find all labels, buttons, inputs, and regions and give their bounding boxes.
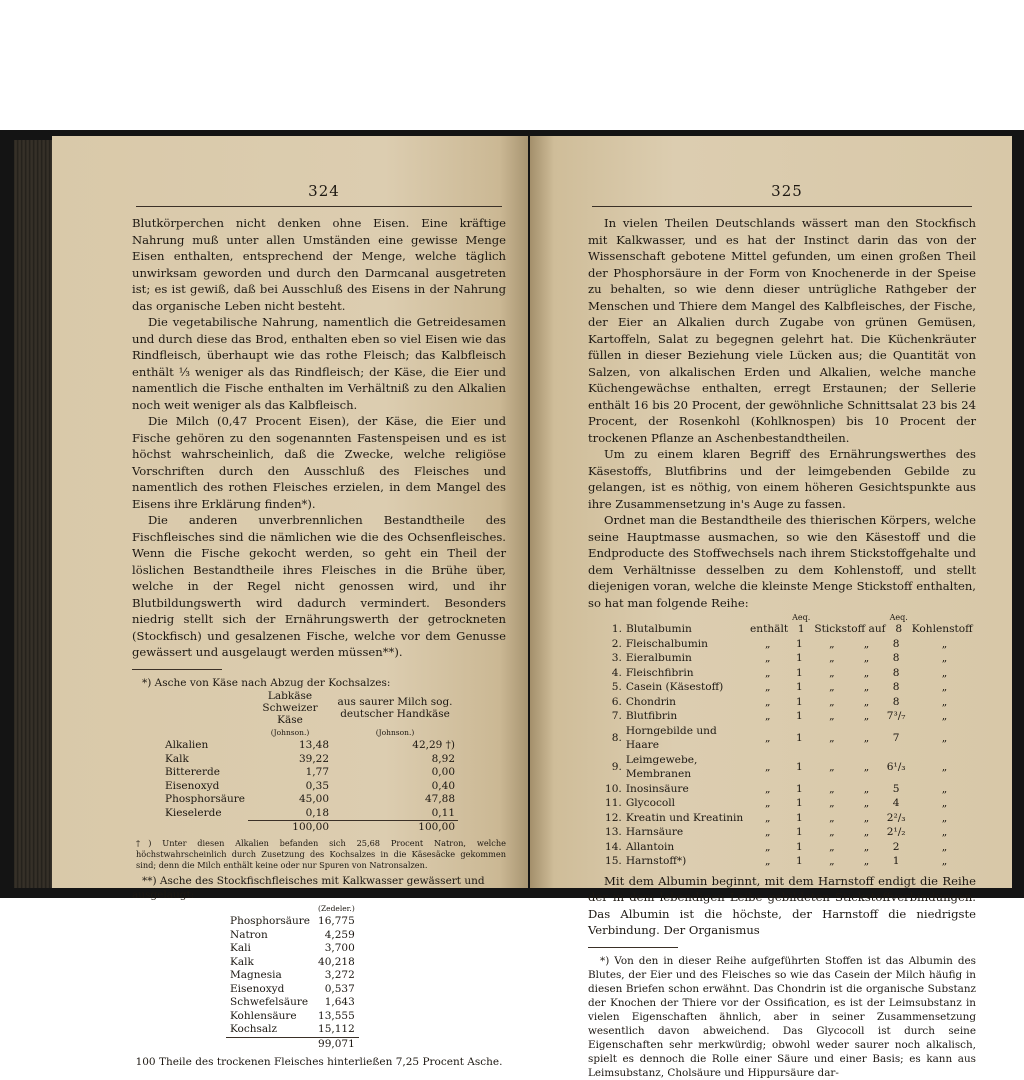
table-cell: „ xyxy=(765,797,771,809)
compound-name: Casein (Käsestoff) xyxy=(625,681,724,693)
table-row xyxy=(594,680,976,695)
table-cell: „ xyxy=(829,731,835,744)
table-cell: „ xyxy=(863,840,870,853)
left-body xyxy=(132,215,506,661)
paragraph: Um zu einem klaren Begriff des Ernährungswerthes des Käsestoffs, Blutfibrins und der leimgebenden Gebilde zu gelangen, ist es nöthig, von einem höheren Gesichtspunkte aus ihre Zusammensetzung in's Auge zu fassen. xyxy=(588,447,976,511)
compound-name: Chondrin xyxy=(625,695,676,708)
table-cell: „ xyxy=(941,681,948,693)
table-cell: 3. xyxy=(611,652,622,664)
table-cell: 1 xyxy=(795,760,803,773)
footnote-heading: *) Asche von Käse nach Abzug der Kochsalzes: xyxy=(142,676,391,689)
table-cell: 8 xyxy=(892,681,900,693)
table-cell: „ xyxy=(765,731,771,744)
table-cell: „ xyxy=(765,855,771,867)
table-cell: „ xyxy=(863,782,870,795)
table-cell: „ xyxy=(829,840,835,853)
source-label: (Zedeler.) xyxy=(318,903,355,913)
table-cell: 1 xyxy=(795,811,803,824)
table-cell: „ xyxy=(941,797,948,809)
table-cell: „ xyxy=(765,760,771,773)
compound-name: Blutfibrin xyxy=(625,710,678,722)
footnote-separator xyxy=(132,669,222,670)
table-row xyxy=(594,666,976,681)
table-cell: „ xyxy=(941,826,948,838)
table-cell: 1 xyxy=(795,637,803,650)
table-cell: „ xyxy=(941,652,948,664)
table-cell: 1 xyxy=(795,797,803,809)
table-cell: 15. xyxy=(604,855,622,867)
table-cell: 1 xyxy=(795,855,803,867)
table-cell: 6¹/₃ xyxy=(886,760,906,773)
table-cell: 2¹/₂ xyxy=(886,826,906,838)
table-cell: 1 xyxy=(795,666,803,679)
table-cell: „ xyxy=(863,710,870,722)
table-cell: 8 xyxy=(892,652,900,664)
table-cell: 7. xyxy=(611,710,622,722)
footnote-stockfish-ash xyxy=(132,874,506,1070)
aeq-label: Aeq. xyxy=(889,613,908,622)
table-cell: „ xyxy=(863,637,870,650)
paragraph: Mit dem Albumin beginnt, mit dem Harnstoff endigt die Reihe der in dem lebendigen Leibe gebildeten Stickstoffverbindungen. Das Albumin ist die höchste, der Harnstoff die niedrigste Verbindung. Der Organismus xyxy=(588,873,976,937)
table-cell: 7³/₇ xyxy=(886,710,906,722)
table-cell: „ xyxy=(941,710,948,722)
footnote-separator xyxy=(588,947,678,948)
table-cell: „ xyxy=(941,731,948,744)
compound-name: Fleischalbumin xyxy=(625,637,708,650)
nitrogen-carbon-rows xyxy=(594,637,976,869)
right-page xyxy=(530,136,1012,1079)
table-cell: „ xyxy=(765,811,771,824)
table-cell: „ xyxy=(863,760,870,773)
footnote-heading: **) Asche des Stockfischfleisches mit Kalkwasser gewässert und ausgelaugt: xyxy=(132,874,485,901)
table-row xyxy=(594,753,976,782)
table-cell: 5. xyxy=(611,681,622,693)
cheese-ash-table xyxy=(162,690,458,835)
table-cell: „ xyxy=(829,710,835,722)
after-table-text xyxy=(588,873,976,939)
table-row: Bittererde 1,77 0,00 xyxy=(165,766,456,778)
table-row: Magnesia 3,272 xyxy=(230,969,355,981)
table-cell: 8. xyxy=(611,731,622,744)
table-cell: 6. xyxy=(611,695,622,708)
total-row: 100,00 100,00 xyxy=(162,821,458,835)
open-book xyxy=(0,130,1024,1079)
table-cell: „ xyxy=(863,695,870,708)
table-cell: „ xyxy=(765,652,771,664)
footnote-cheese-ash xyxy=(132,676,506,871)
paragraph: Ordnet man die Bestandtheile des thierischen Körpers, welche seine Hauptmasse ausmachen, so wie den Käsestoff und die Endproducte des Stoffwechsels nach ihrem Stickstoffgehalte und dem Verhältnisse desselben zu dem Kohlenstoff, und stellt diejenigen voran, welche die kleinste Menge Stickstoff enthalten, so hat man folgende Reihe: xyxy=(588,513,976,610)
table-cell: „ xyxy=(765,782,771,795)
source-label: (Johnson.) xyxy=(270,727,310,737)
table-row: Kalk 39,22 8,92 xyxy=(165,752,456,765)
table-row xyxy=(594,782,976,797)
table-cell: 10. xyxy=(604,782,622,795)
compound-name: Kreatin und Kreatinin xyxy=(625,811,744,824)
total-row: 99,071 xyxy=(226,1037,359,1051)
table-cell: 5 xyxy=(892,782,900,795)
table-cell: „ xyxy=(829,637,835,650)
closing-line: 100 Theile des trockenen Fleisches hinterließen 7,25 Procent Asche. xyxy=(135,1056,503,1068)
table-cell: „ xyxy=(765,826,771,838)
table-cell: 9. xyxy=(611,760,622,773)
table-cell: „ xyxy=(863,811,870,824)
compound-name: Eieralbumin xyxy=(625,652,692,664)
table-row: Kochsalz 15,112 xyxy=(230,1023,355,1035)
table-cell: 14. xyxy=(604,840,622,853)
compound-name: Harnsäure xyxy=(625,826,684,838)
table-row: Eisenoxyd 0,537 xyxy=(230,982,355,995)
column-header: aus saurer Milch sog. deutscher Handkäse xyxy=(337,695,453,720)
table-cell: „ xyxy=(829,782,835,795)
table-cell: „ xyxy=(829,855,835,867)
table-cell: 7 xyxy=(892,731,900,744)
table-cell: „ xyxy=(863,666,870,679)
table-cell: „ xyxy=(829,681,835,693)
footnote-compounds xyxy=(588,954,976,1080)
right-body xyxy=(588,215,976,611)
table-row: Alkalien 13,48 42,29 †) xyxy=(165,739,456,751)
source-label: (Johnson.) xyxy=(375,727,415,737)
left-page xyxy=(52,136,528,1068)
table-cell: „ xyxy=(765,695,771,708)
table-cell: 1 xyxy=(795,710,803,722)
table-cell: „ xyxy=(829,760,835,773)
table-cell: 1 xyxy=(795,681,803,693)
table-cell: „ xyxy=(829,811,835,824)
table-row xyxy=(594,695,976,710)
table-cell: 1 xyxy=(795,782,803,795)
table-cell: 12. xyxy=(604,811,622,824)
table-cell: 1 xyxy=(795,731,803,744)
page-number: 325 xyxy=(771,182,803,200)
table-cell: „ xyxy=(765,681,771,693)
compound-name: Harnstoff*) xyxy=(625,855,687,867)
aeq-label: Aeq. xyxy=(792,613,811,622)
paragraph: Die anderen unverbrennlichen Bestandtheile des Fischfleisches sind die nämlichen wie die des Ochsenfleisches. Wenn die Fische gekocht werden, so geht ein Theil der löslichen Bestandtheile ihres Fleisches in die Brühe über, welche in der Regel nicht genossen wird, und ihr Blutbildungswerth wird dadurch vermindert. Besonders niedrig stellt sich der Ernährungswerth der getrockneten (Stockfisch) und gesalzenen Fische, welche vor dem Genusse gewässert und ausgelaugt werden müssen**). xyxy=(132,513,506,659)
compound-name: Horngebilde und Haare xyxy=(625,724,717,751)
table-cell: „ xyxy=(941,811,948,824)
table-row: Eisenoxyd 0,35 0,40 xyxy=(165,779,456,792)
table-cell: „ xyxy=(941,855,948,867)
table-cell: 8 xyxy=(892,637,900,650)
table-cell: „ xyxy=(941,782,948,795)
table-cell: 4 xyxy=(892,797,900,809)
paragraph: Die vegetabilische Nahrung, namentlich die Getreidesamen und durch diese das Brod, enthalten eben so viel Eisen wie das Rindfleisch, überhaupt wie das rothe Fleisch; das Kalbfleisch enthält ⅓ weniger als das Rindfleisch; der Käse, die Eier und namentlich die Fische enthalten im Verhältniß zu den Alkalien noch weit weniger als das Kalbfleisch. xyxy=(132,315,506,412)
table-row: Kali 3,700 xyxy=(230,942,355,954)
table-row xyxy=(594,637,976,652)
header-rule xyxy=(592,206,972,207)
table-cell: 13. xyxy=(604,826,622,838)
table-cell: „ xyxy=(863,652,870,664)
table-row: 1. Blutalbumin enthält 1 Stickstoff auf 8 Kohlenstoff xyxy=(611,623,973,635)
table-cell: „ xyxy=(765,840,771,853)
compound-name: Inosinsäure xyxy=(625,782,689,795)
table-cell: „ xyxy=(863,681,870,693)
paragraph: In vielen Theilen Deutschlands wässert man den Stockfisch mit Kalkwasser, und es hat der Instinct darin das von der Wissenschaft gebotene Mittel gefunden, um einen großen Theil der Phosphorsäure in der Form von Knochenerde in der Speise zu behalten, so wie denn dieser untrügliche Rathgeber der Menschen und Thiere dem Mangel des Kalbfleisches, der Fische, der Eier an Alkalien durch Zugabe von grünen Gemüsen, Kartoffeln, Salat zu begegnen gelehrt hat. Die Küchenkräuter füllen in dieser Beziehung viele Lücken aus; die Quantität von Salzen, von alkalischen Erden und Alkalien, welche manche Küchengewächse enthalten, erregt Erstaunen; der Sellerie enthält 16 bis 20 Procent, der gewöhnliche Schnittsalat 23 bis 24 Procent, der Rosenkohl (Kohlknospen) bis 10 Procent der trockenen Pflanze an Aschenbestandtheilen. xyxy=(588,216,976,445)
table-cell: „ xyxy=(941,637,948,650)
stockfish-ash-table xyxy=(226,902,359,1052)
page-edges xyxy=(14,140,56,888)
table-cell: „ xyxy=(941,695,948,708)
table-row: Phosphorsäure 16,775 xyxy=(230,915,355,927)
table-cell: „ xyxy=(765,637,771,650)
compound-name: Leimgewebe, Membranen xyxy=(625,753,698,780)
table-cell: 1 xyxy=(795,695,803,708)
compound-name: Fleischfibrin xyxy=(625,666,694,679)
page-number: 324 xyxy=(308,182,340,200)
table-cell: „ xyxy=(863,731,870,744)
table-cell: 2²/₃ xyxy=(886,811,906,824)
table-cell: 4. xyxy=(611,666,622,679)
paragraph: Die Milch (0,47 Procent Eisen), der Käse, die Eier und Fische gehören zu den sogenannten Fastenspeisen und es ist höchst wahrscheinlich, daß die Zwecke, welche religiöse Vorschriften durch den Ausschluß des Fleisches und namentlich des rothen Fleisches erzielen, in dem Mangel des Eisens ihre Erklärung finden*). xyxy=(132,414,506,511)
table-cell: „ xyxy=(829,695,835,708)
table-row: Natron 4,259 xyxy=(230,928,355,941)
table-cell: „ xyxy=(829,666,835,679)
table-row xyxy=(594,825,976,840)
table-row: Schwefelsäure 1,643 xyxy=(230,996,355,1008)
table-cell: „ xyxy=(941,760,948,773)
table-cell: 2. xyxy=(611,637,622,650)
table-row xyxy=(594,840,976,855)
table-cell: „ xyxy=(829,826,835,838)
table-cell: 1 xyxy=(892,855,900,867)
nitrogen-carbon-table xyxy=(594,613,975,637)
table-cell: „ xyxy=(765,710,771,722)
table-cell: „ xyxy=(863,797,870,809)
table-cell: „ xyxy=(765,666,771,679)
table-row: Kieselerde 0,18 0,11 xyxy=(165,806,456,819)
table-cell: 1 xyxy=(795,826,803,838)
table-row xyxy=(594,796,976,811)
table-cell: „ xyxy=(941,840,948,853)
table-cell: 11. xyxy=(604,797,622,809)
table-cell: „ xyxy=(829,652,835,664)
table-row xyxy=(594,709,976,724)
table-cell: 8 xyxy=(892,695,900,708)
table-row xyxy=(594,811,976,826)
table-row xyxy=(594,651,976,666)
table-row xyxy=(594,854,976,869)
table-cell: „ xyxy=(863,826,870,838)
table-cell: 1 xyxy=(795,652,803,664)
table-cell: 1 xyxy=(795,840,803,853)
paragraph: Blutkörperchen nicht denken ohne Eisen. Eine kräftige Nahrung muß unter allen Umständen eine gewisse Menge Eisen enthalten, entsprechend der Menge, welche täglich unwirksam geworden und durch den Darmcanal ausgetreten ist; es ist gewiß, daß bei Ausschluß des Eisens in der Nahrung das organische Leben nicht besteht. xyxy=(132,216,506,313)
compound-name: Glycocoll xyxy=(625,797,676,809)
table-row: Phosphorsäure 45,00 47,88 xyxy=(165,793,456,805)
table-cell: 8 xyxy=(892,666,900,679)
dagger-note: †) Unter diesen Alkalien befanden sich 25,68 Procent Natron, welche höchstwahrscheinlich durch Zusetzung des Kochsalzes in die Käsesäcke gekommen sind; denn die Milch enthält keine oder nur Spuren von Natronsalzen. xyxy=(136,837,506,870)
table-cell: 2 xyxy=(892,840,900,853)
compound-name: Allantoin xyxy=(625,840,675,853)
table-cell: „ xyxy=(829,797,835,809)
table-row xyxy=(594,724,976,753)
header-rule xyxy=(136,206,502,207)
table-row: Kalk 40,218 xyxy=(230,955,355,968)
column-header: Labkäse Schweizer Käse xyxy=(262,689,318,726)
table-row: Kohlensäure 13,555 xyxy=(230,1009,355,1022)
table-cell: „ xyxy=(863,855,870,867)
table-cell: „ xyxy=(941,666,948,679)
footnote-text: *) Von den in dieser Reihe aufgeführten Stoffen ist das Albumin des Blutes, der Eier und des Fleisches so wie das Casein der Milch häufig in diesen Briefen schon erwähnt. Das Chondrin ist die organische Substanz der Knochen der Thiere vor der Ossification, es ist der Leimsubstanz in vielen Eigenschaften ähnlich, aber in seiner Zusammensetzung wesentlich davon abweichend. Das Glycocoll ist durch seine Eigenschaften sehr merkwürdig; obwohl weder saurer noch alkalisch, spielt es dennoch die Rolle einer Säure und einer Basis; es kann aus Leimsubstanz, Cholsäure und Hippursäure dar- xyxy=(588,954,976,1079)
